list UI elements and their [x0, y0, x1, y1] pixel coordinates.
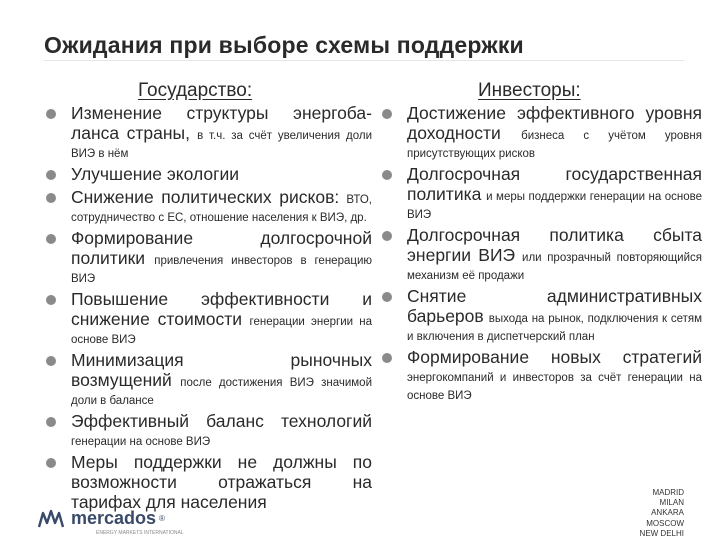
bullet-item: [44, 453, 372, 513]
bullet-item: [44, 104, 372, 162]
bullet-dot-icon: [382, 292, 392, 302]
bullet-dot-icon: [46, 458, 56, 468]
bullet-main-text: Формирование долгосрочной политики: [71, 228, 372, 268]
bullet-dot-icon: [382, 109, 392, 119]
bullet-main-text: Меры поддержки не должны по возможности отражаться на тарифах для населения: [71, 452, 372, 512]
page-title: Ожидания при выборе схемы поддержки: [44, 32, 524, 58]
city-name: MADRID: [652, 488, 684, 497]
bullet-dot-icon: [46, 356, 56, 366]
bullet-dot-icon: [382, 231, 392, 241]
office-cities: [640, 488, 684, 539]
bullet-detail-text: или прозрачный повторяющийся механизм её продажи: [407, 252, 702, 282]
bullet-item: [44, 165, 372, 185]
bullet-detail-text: и меры поддержки генерации на основе ВИЭ: [407, 191, 703, 221]
left-column: [44, 104, 372, 513]
bullet-main-text: Минимизация рыночных возмущений: [71, 350, 372, 390]
bullet-detail-text: энергокомпаний и инвесторов за счёт генерации на основе ВИЭ: [407, 372, 702, 402]
bullet-detail-text: в т.ч. за счёт увеличения доли ВИЭ в нём: [71, 130, 372, 160]
bullet-detail-text: после достижения ВИЭ значимой доли в балансе: [71, 377, 372, 407]
bullet-main-text: Повышение эффективности и снижение стоимости: [71, 289, 372, 329]
bullet-main-text: Снижение политических рисков:: [71, 187, 340, 207]
bullet-main-text: Снятие административных барьеров: [407, 286, 702, 326]
bullet-dot-icon: [382, 353, 392, 363]
logo-mark-icon: [38, 509, 68, 529]
bullet-main-text: Формирование новых стратегий: [407, 347, 702, 367]
bullet-item: [380, 348, 702, 404]
city-name: ANKARA: [651, 508, 684, 518]
bullet-item: [44, 188, 372, 226]
logo-text: mercados: [71, 508, 157, 528]
bullet-item: [380, 226, 702, 284]
bullet-dot-icon: [382, 170, 392, 180]
bullet-dot-icon: [46, 193, 56, 203]
bullet-detail-text: генерации на основе ВИЭ: [71, 436, 211, 448]
bullet-item: [380, 165, 702, 223]
bullet-main-text: Долгосрочная государственная политика: [407, 164, 702, 204]
bullet-item: [44, 229, 372, 287]
bullet-main-text: Улучшение экологии: [71, 164, 240, 184]
bullet-detail-text: бизнеса с учётом уровня присутствующих рисков: [407, 130, 702, 160]
city-name: MILAN: [659, 498, 684, 508]
bullet-item: [380, 287, 702, 345]
bullet-main-text: Эффективный баланс технологий: [71, 411, 372, 431]
bullet-dot-icon: [46, 109, 56, 119]
bullet-main-text: Долгосрочная политика сбыта энергии ВИЭ: [407, 225, 702, 265]
right-column: [380, 104, 702, 404]
bullet-detail-text: ВТО, сотрудничество с ЕС, отношение населения к ВИЭ, др.: [71, 194, 372, 224]
logo-registered-mark: ®: [159, 514, 165, 523]
bullet-detail-text: привлечения инвесторов в генерацию ВИЭ: [71, 255, 372, 285]
bullet-item: [380, 104, 702, 162]
title-divider: [44, 60, 684, 61]
bullet-item: [44, 290, 372, 348]
city-name: NEW DELHI: [639, 528, 684, 538]
logo-tagline: ENERGY MARKETS INTERNATIONAL: [96, 530, 184, 536]
bullet-detail-text: выхода на рынок, подключения к сетям и включения в диспетчерский план: [407, 313, 702, 343]
bullet-dot-icon: [46, 170, 56, 180]
bullet-dot-icon: [46, 417, 56, 427]
bullet-main-text: Изменение структуры энергоба-ланса страны,: [71, 103, 372, 143]
city-name: MOSCOW: [646, 518, 684, 528]
bullet-dot-icon: [46, 234, 56, 244]
bullet-main-text: Достижение эффективного уровня доходности: [407, 103, 702, 143]
mercados-logo: [38, 508, 184, 536]
bullet-detail-text: генерации энергии на основе ВИЭ: [71, 316, 372, 346]
left-column-header: Государство:: [138, 80, 253, 101]
bullet-item: [44, 412, 372, 450]
bullet-item: [44, 351, 372, 409]
bullet-dot-icon: [46, 295, 56, 305]
right-column-header: Инвесторы:: [478, 80, 581, 101]
